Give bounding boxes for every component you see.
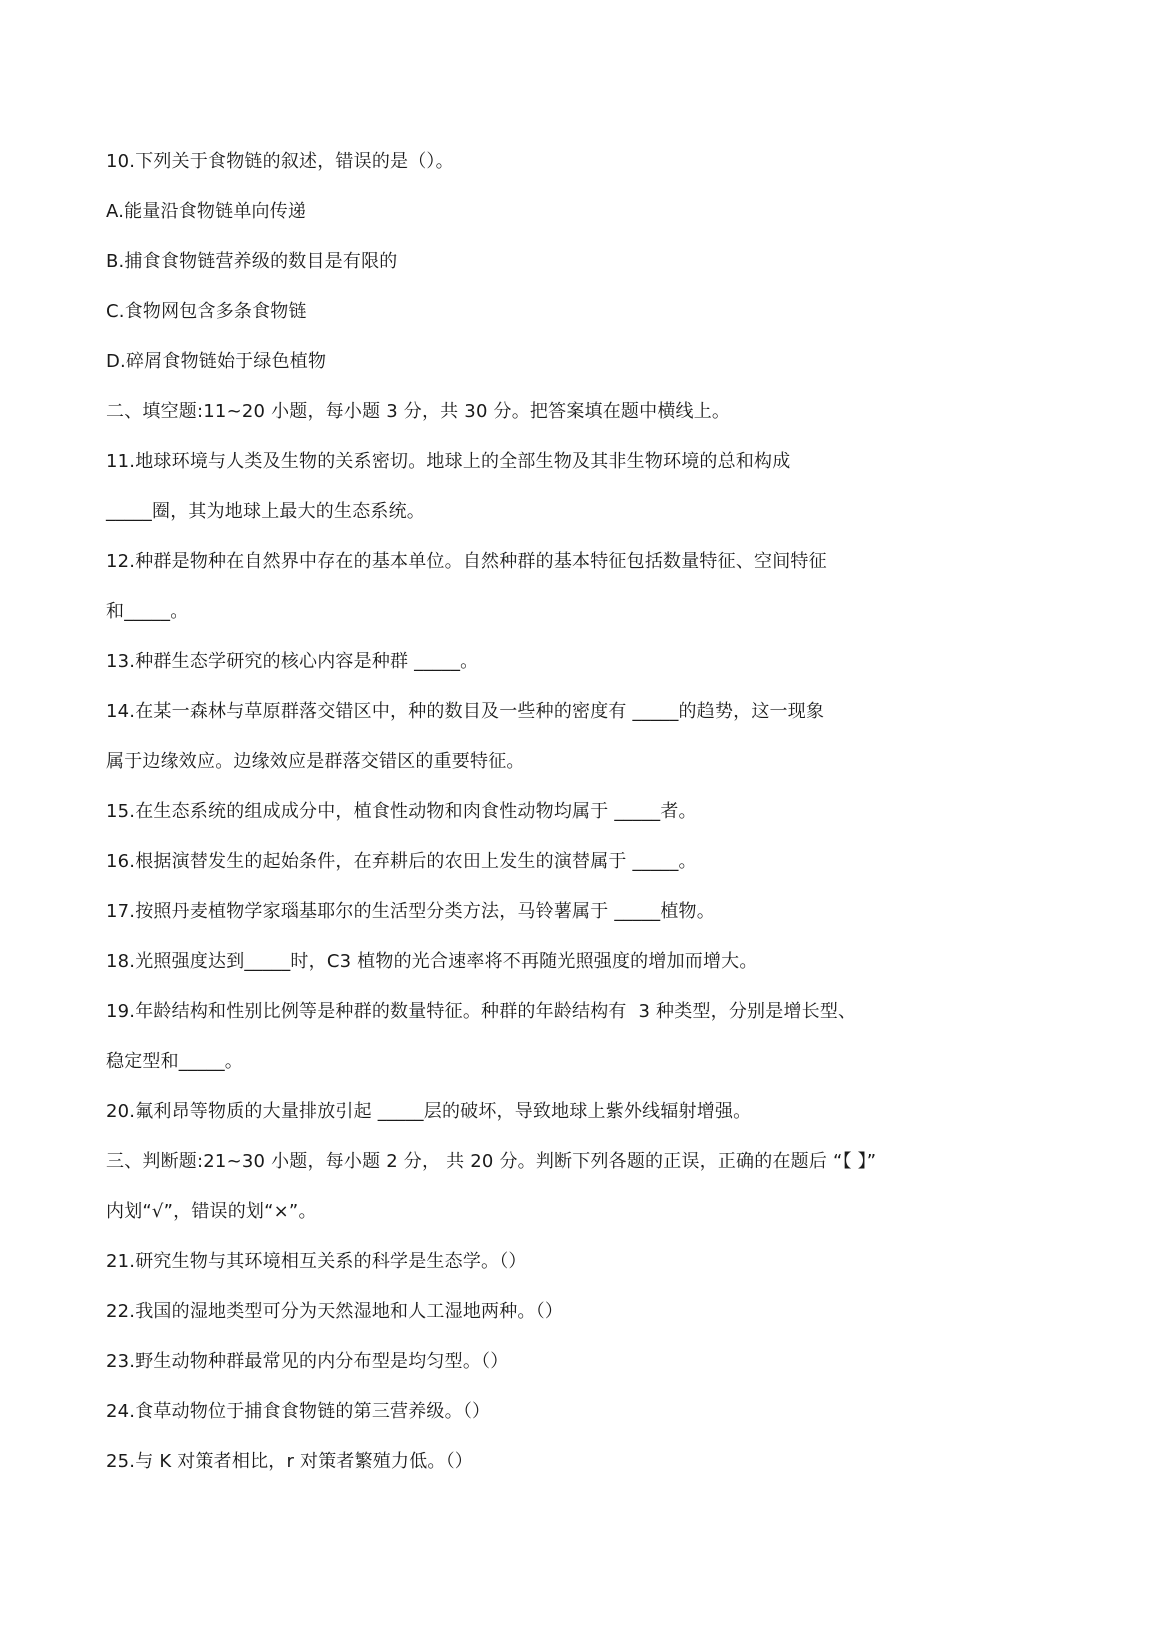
question-20: 20.氟利昂等物质的大量排放引起 _____层的破坏，导致地球上紫外线辐射增强。: [106, 1101, 752, 1122]
question-11-line-1: 11.地球环境与人类及生物的关系密切。地球上的全部生物及其非生物环境的总和构成: [106, 451, 791, 472]
question-23: 23.野生动物种群最常见的内分布型是均匀型。（）: [106, 1351, 509, 1372]
question-15: 15.在生态系统的组成成分中，植食性动物和肉食性动物均属于 _____者。: [106, 801, 697, 822]
section-true-false-heading-line-1: 三、判断题:21~30 小题，每小题 2 分， 共 20 分。判断下列各题的正误，正确的在题后 “【 】”: [106, 1151, 877, 1172]
question-10-option-a: A.能量沿食物链单向传递: [106, 201, 307, 222]
question-10-option-b: B.捕食食物链营养级的数目是有限的: [106, 251, 398, 272]
question-14-line-2: 属于边缘效应。边缘效应是群落交错区的重要特征。: [106, 751, 525, 772]
question-14-line-1: 14.在某一森林与草原群落交错区中，种的数目及一些种的密度有 _____的趋势，这一现象: [106, 701, 825, 722]
question-10-option-c: C.食物网包含多条食物链: [106, 301, 307, 322]
question-19-line-2: 稳定型和_____。: [106, 1051, 243, 1072]
question-11-line-2: _____圈，其为地球上最大的生态系统。: [106, 501, 425, 522]
question-12-line-1: 12.种群是物种在自然界中存在的基本单位。自然种群的基本特征包括数量特征、空间特征: [106, 551, 827, 572]
question-18: 18.光照强度达到_____时，C3 植物的光合速率将不再随光照强度的增加而增大。: [106, 951, 758, 972]
question-25: 25.与 K 对策者相比，r 对策者繁殖力低。（）: [106, 1451, 473, 1472]
section-true-false-heading-line-2: 内划“√”，错误的划“×”。: [106, 1201, 317, 1222]
section-fill-in-heading: 二、填空题:11~20 小题，每小题 3 分，共 30 分。把答案填在题中横线上。: [106, 401, 731, 422]
question-22: 22.我国的湿地类型可分为天然湿地和人工湿地两种。（）: [106, 1301, 564, 1322]
question-10-option-d: D.碎屑食物链始于绿色植物: [106, 351, 327, 372]
question-13: 13.种群生态学研究的核心内容是种群 _____。: [106, 651, 479, 672]
document-body: [106, 137, 1066, 1487]
question-24: 24.食草动物位于捕食食物链的第三营养级。（）: [106, 1401, 491, 1422]
question-10-stem: 10.下列关于食物链的叙述，错误的是（）。: [106, 151, 454, 172]
question-12-line-2: 和_____。: [106, 601, 189, 622]
question-19-line-1: 19.年龄结构和性别比例等是种群的数量特征。种群的年龄结构有 3 种类型，分别是增长型、: [106, 1001, 857, 1022]
question-16: 16.根据演替发生的起始条件，在弃耕后的农田上发生的演替属于 _____。: [106, 851, 697, 872]
question-17: 17.按照丹麦植物学家瑙基耶尔的生活型分类方法，马铃薯属于 _____植物。: [106, 901, 715, 922]
question-21: 21.研究生物与其环境相互关系的科学是生态学。（）: [106, 1251, 527, 1272]
